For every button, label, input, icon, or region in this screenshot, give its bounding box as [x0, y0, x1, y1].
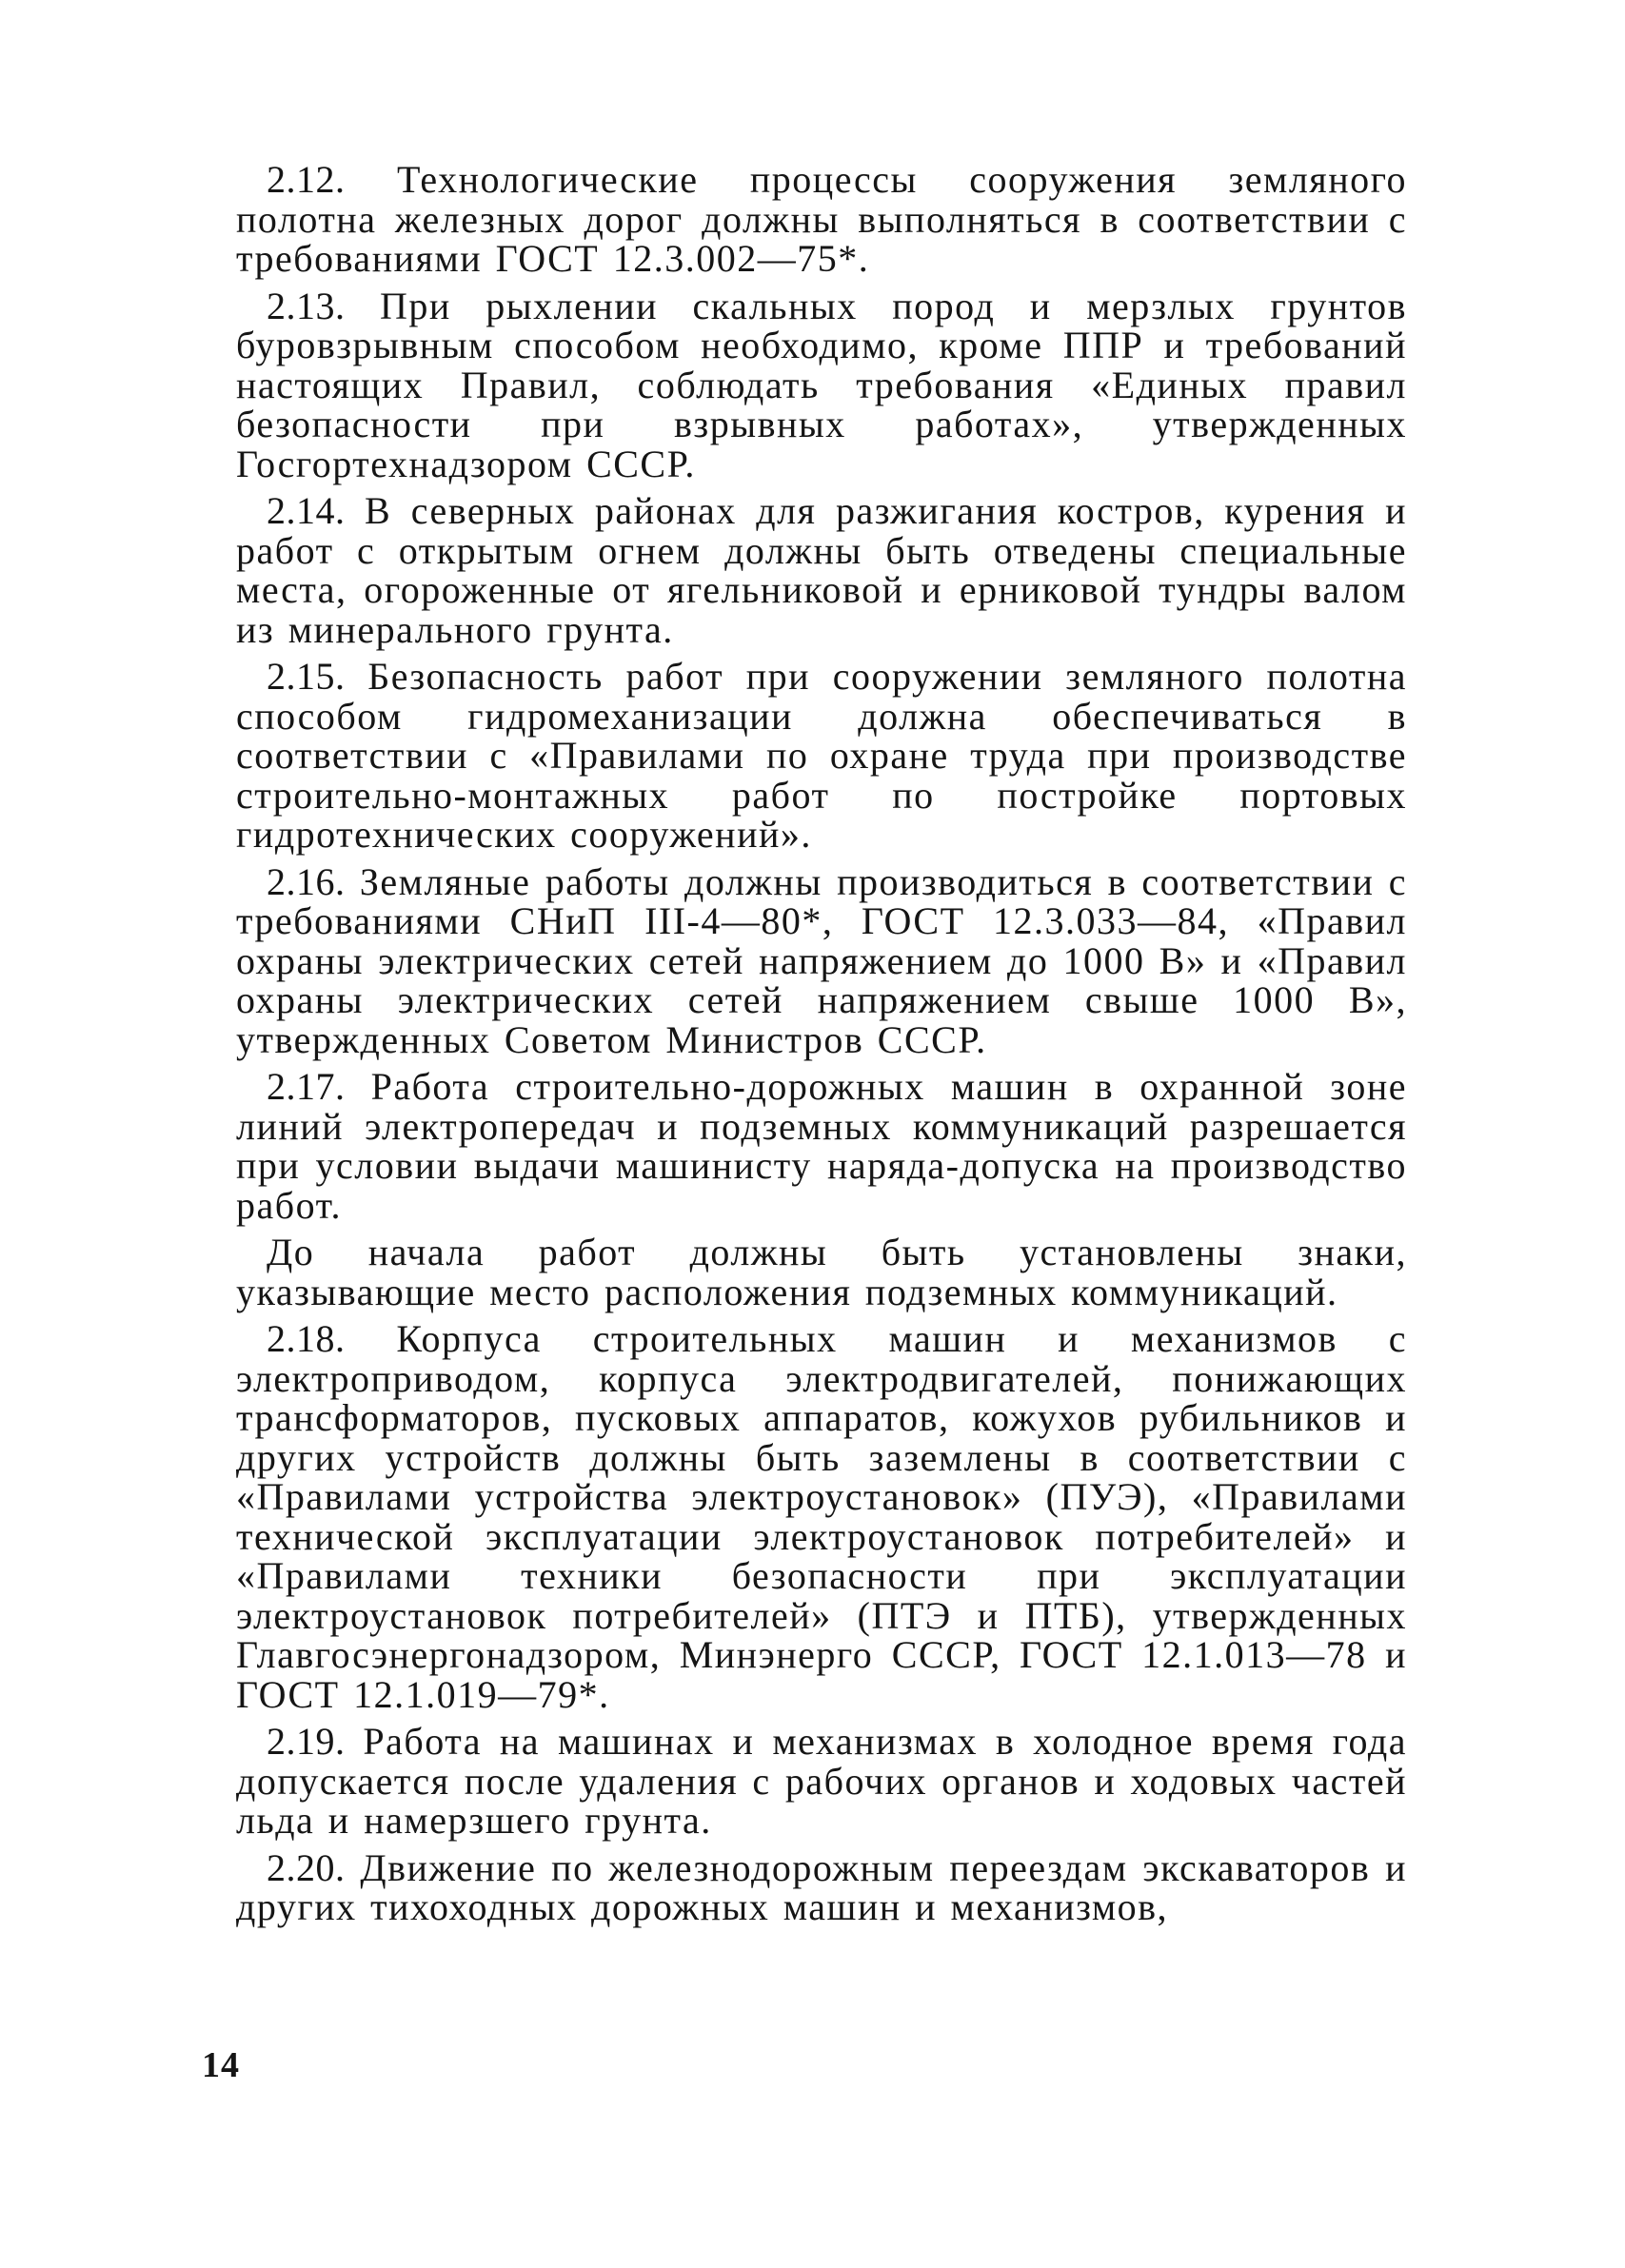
- paragraph-text: Технологические процессы сооружения земляного полотна железных дорог должны выполняться в соответствии с требованиями ГОСТ 12.3.002—75*.: [236, 158, 1408, 280]
- paragraph-number: 2.15.: [267, 655, 346, 698]
- paragraph-text: В северных районах для разжигания костров, курения и работ с открытым огнем должны быть отведены специальные места, огороженные от ягельниковой и ерниковой тундры валом из минерального грунта.: [236, 489, 1407, 651]
- page-number: 14: [202, 2045, 240, 2085]
- paragraph-number: 2.19.: [267, 1720, 346, 1763]
- paragraph-2-16: [236, 859, 1408, 1061]
- paragraph-2-14: [236, 491, 1407, 649]
- paragraph-number: 2.17.: [267, 1065, 346, 1108]
- paragraph-text: До начала работ должны быть установлены знаки, указывающие место расположения подземных коммуникаций.: [236, 1231, 1407, 1313]
- paragraph-2-17-continued: [236, 1233, 1407, 1311]
- paragraph-2-20: [236, 1845, 1407, 1928]
- paragraph-text: При рыхлении скальных пород и мерзлых грунтов буровзрывным способом необходимо, кроме ППР и требований настоящих Правил, соблюдать требования «Единых правил безопасности при взрывных работах», утвержденных Госгортехнадзором СССР.: [236, 284, 1407, 485]
- paragraph-number: 2.18.: [267, 1317, 346, 1360]
- paragraph-2-17: [236, 1067, 1407, 1225]
- paragraph-number: 2.14.: [267, 489, 346, 532]
- paragraph-text: Работа на машинах и механизмах в холодное время года допускается после удаления с рабочих органов и ходовых частей льда и намерзшего грунта.: [236, 1720, 1407, 1842]
- paragraph-number: 2.16.: [267, 859, 346, 903]
- paragraph-text: Движение по железнодорожным переездам экскаваторов и других тихоходных дорожных машин и механизмов,: [236, 1845, 1407, 1928]
- paragraph-number: 2.20.: [267, 1845, 346, 1889]
- paragraph-2-18: [236, 1319, 1407, 1714]
- paragraph-text: Корпуса строительных машин и механизмов с электроприводом, корпуса электродвигателей, понижающих трансформаторов, пусковых аппаратов, кожухов рубильников и других устройств должны быть заземлены в соответствии с «Правилами устройства электроустановок» (ПУЭ), «Правилами технической эксплуатации электроустановок потребителей» и «Правилами техники безопасности при эксплуатации электроустановок потребителей» (ПТЭ и ПТБ), утвержденных Главгосэнергонадзором, Минэнерго СССР, ГОСТ 12.1.013—78 и ГОСТ 12.1.019—79*.: [236, 1317, 1408, 1716]
- paragraph-text: Земляные работы должны производиться в соответствии с требованиями СНиП III-4—80*, ГОСТ 12.3.033—84, «Правил охраны электрических сетей напряжением до 1000 В» и «Правил охраны электрических сетей напряжением свыше 1000 В», утвержденных Советом Министров СССР.: [236, 859, 1408, 1061]
- paragraph-text: Безопасность работ при сооружении земляного полотна способом гидромеханизации должна обеспечиваться в соответствии с «Правилами по охране труда при производстве строительно-монтажных работ по постройке портовых гидротехнических сооружений».: [236, 655, 1408, 856]
- paragraph-2-19: [236, 1722, 1407, 1841]
- paragraph-2-15: [236, 657, 1407, 855]
- page-text-body: [236, 160, 1407, 1935]
- paragraph-2-12: [236, 160, 1407, 279]
- paragraph-text: Работа строительно-дорожных машин в охранной зоне линий электропередач и подземных коммуникаций разрешается при условии выдачи машинисту наряда-допуска на производство работ.: [236, 1065, 1408, 1227]
- paragraph-number: 2.13.: [267, 284, 346, 327]
- paragraph-2-13: [236, 286, 1407, 484]
- paragraph-number: 2.12.: [267, 158, 346, 201]
